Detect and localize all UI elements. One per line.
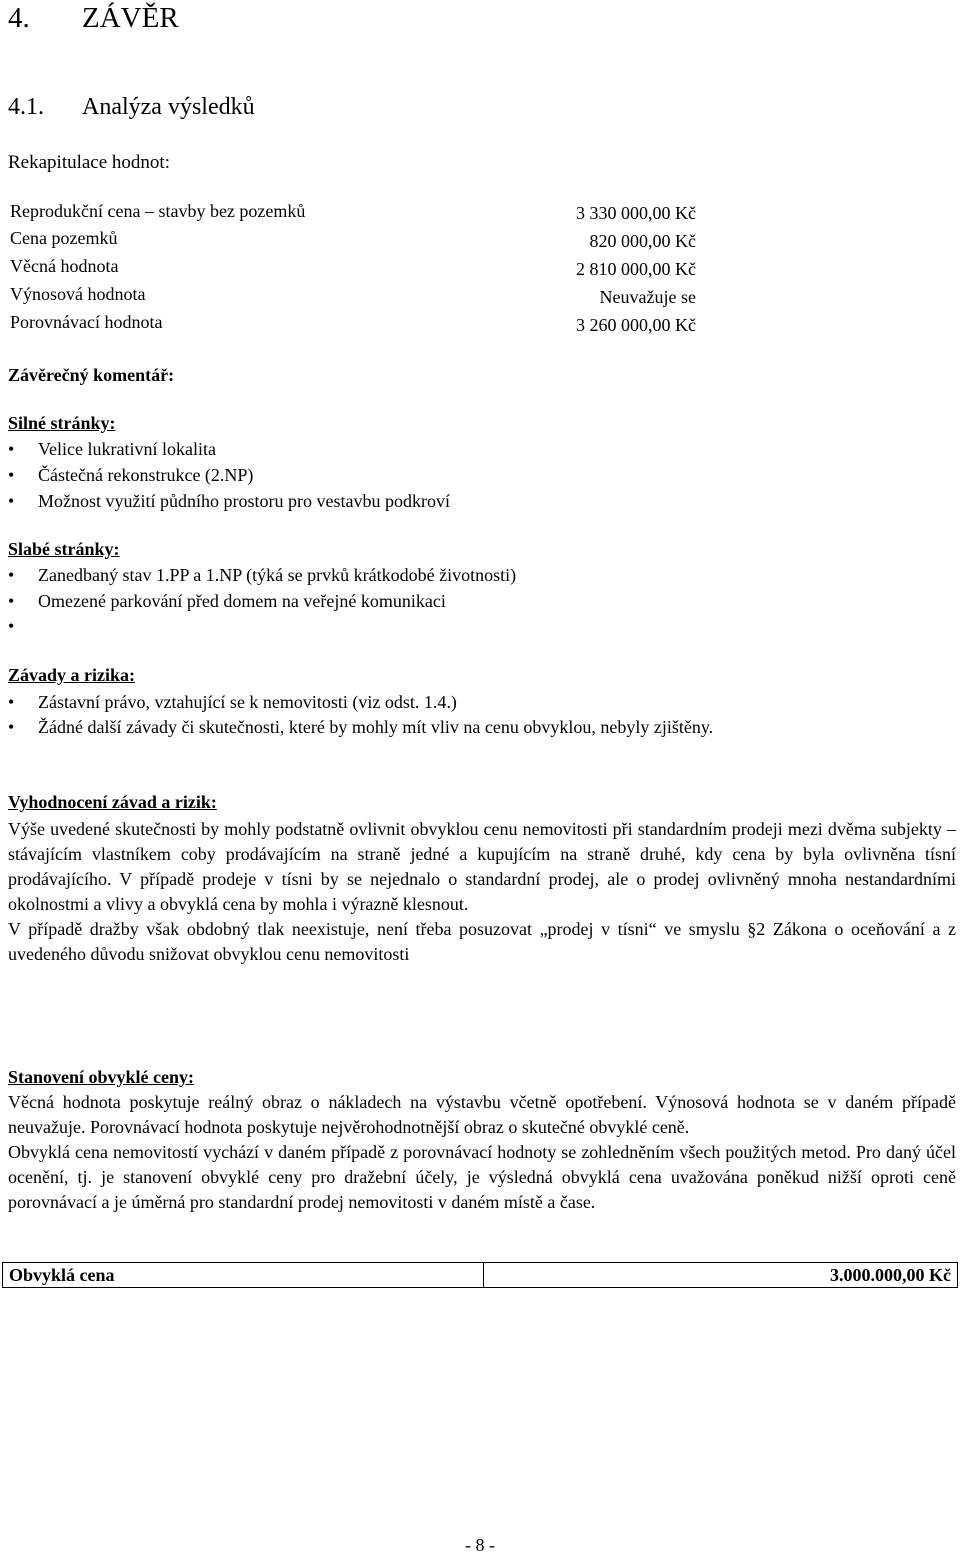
paragraph: Výše uvedené skutečnosti by mohly podstatně ovlivnit obvyklou cenu nemovitosti při standardním prodeji mezi dvěma subjekty – stávajícím vlastníkem coby prodávajícím na straně jedné a kupujícím na straně druhé, kdy cena by byla ovlivněna tísní prodávajícího. V případě prodeje v tísni by se nejednalo o standardní prodej, ale o prodej ovlivněný mnoha nestandardními okolnostmi a vlivy a obvyklá cena by mohla i výrazně klesnout. [8, 819, 956, 914]
final-price-label: Obvyklá cena [3, 1263, 484, 1288]
risk-evaluation-text [8, 817, 956, 967]
chapter-heading [8, 2, 179, 35]
price-determination-text [8, 1090, 956, 1215]
list-item: • Částečná rekonstrukce (2.NP) [8, 465, 254, 485]
price-determination-heading: Stanovení obvyklé ceny: [8, 1067, 195, 1087]
section-number: 4.1. [8, 94, 44, 120]
final-price-value: 3.000.000,00 Kč [484, 1263, 958, 1288]
recap-label-3: Věcná hodnota [10, 256, 119, 276]
recap-label-4: Výnosová hodnota [10, 284, 146, 304]
defects-heading: Závady a rizika: [8, 665, 136, 685]
list-item: • Zanedbaný stav 1.PP a 1.NP (týká se prvků krátkodobé životnosti) [8, 565, 517, 585]
paragraph: Obvyklá cena nemovitostí vychází v daném případě z porovnávací hodnoty se zohledněním všech použitých metod. Pro daný účel ocenění, tj. je stanovení obvyklé ceny pro dražební účely, je výsledná obvyklá cena uvažována poněkud nižší oproti ceně porovnávací a je úměrná pro standardní prodej nemovitosti v daném místě a čase. [8, 1142, 956, 1212]
risk-evaluation-heading: Vyhodnocení závad a rizik: [8, 792, 217, 812]
bullet-icon: • [8, 491, 15, 511]
recap-value-5: 3 260 000,00 Kč [576, 315, 696, 335]
bullet-icon: • [8, 465, 15, 485]
recap-value-3: 2 810 000,00 Kč [576, 259, 696, 279]
bullet-icon: • [8, 692, 15, 712]
recap-value-1: 3 330 000,00 Kč [576, 203, 696, 223]
bullet-icon: • [8, 616, 15, 636]
section-title: Analýza výsledků [82, 94, 255, 120]
bullet-icon: • [8, 591, 15, 611]
chapter-title: ZÁVĚR [82, 2, 179, 34]
list-item: • Zástavní právo, vztahující se k nemovitosti (viz odst. 1.4.) [8, 692, 457, 712]
page-number: - 8 - [465, 1535, 495, 1555]
section-heading [8, 94, 255, 121]
paragraph: V případě dražby však obdobný tlak neexistuje, není třeba posuzovat „prodej v tísni“ ve smyslu §2 Zákona o oceňování a z uvedeného důvodu snižovat obvyklou cenu nemovitosti [8, 919, 956, 964]
recap-label-1: Reprodukční cena – stavby bez pozemků [10, 201, 306, 221]
final-comment-heading: Závěrečný komentář: [8, 365, 175, 385]
list-item: • Omezené parkování před domem na veřejné komunikaci [8, 591, 446, 611]
weaknesses-heading: Slabé stránky: [8, 539, 120, 559]
recap-value-4: Neuvažuje se [599, 287, 696, 307]
list-item: • Velice lukrativní lokalita [8, 439, 216, 459]
recap-value-2: 820 000,00 Kč [589, 231, 696, 251]
recap-label-5: Porovnávací hodnota [10, 312, 163, 332]
list-item: • Možnost využití půdního prostoru pro vestavbu podkroví [8, 491, 450, 511]
list-item: • Žádné další závady či skutečnosti, které by mohly mít vliv na cenu obvyklou, nebyly zjištěny. [8, 717, 714, 737]
chapter-number: 4. [8, 2, 30, 34]
paragraph: Věcná hodnota poskytuje reálný obraz o nákladech na výstavbu včetně opotřebení. Výnosová hodnota se v daném případě neuvažuje. Porovnávací hodnota poskytuje nejvěrohodnotnější obraz o skutečné obvyklé ceně. [8, 1092, 956, 1137]
final-price-table [2, 1262, 958, 1288]
table-row [3, 1263, 958, 1288]
list-item [8, 616, 38, 637]
strengths-heading: Silné stránky: [8, 413, 116, 433]
bullet-icon: • [8, 565, 15, 585]
recap-heading: Rekapitulace hodnot: [8, 152, 170, 173]
bullet-icon: • [8, 717, 15, 737]
bullet-icon: • [8, 439, 15, 459]
recap-label-2: Cena pozemků [10, 228, 118, 248]
